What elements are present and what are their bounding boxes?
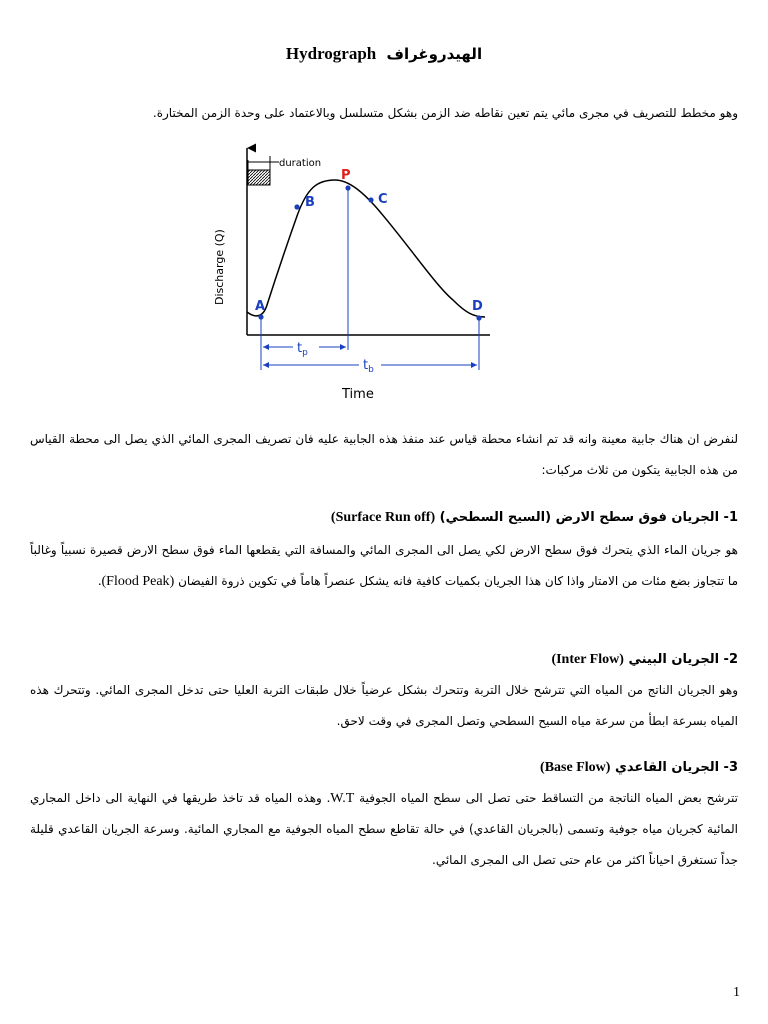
point-c-marker <box>368 197 373 202</box>
point-b-marker <box>294 204 299 209</box>
point-b-label: B <box>305 195 315 210</box>
duration-label: duration <box>279 158 322 169</box>
point-a-label: A <box>255 299 266 314</box>
title-english: Hydrograph <box>285 44 377 63</box>
page-title <box>0 44 768 64</box>
intro-paragraph: وهو مخطط للتصريف في مجرى مائي يتم تعين نقاطه ضد الزمن بشكل متسلسل وبالاعتماد على وحدة الزمن المختارة. <box>152 106 738 120</box>
section-body-surface-runoff: هو جريان الماء الذي يتحرك فوق سطح الارض لكي يصل الى المجرى المائي والمسافة التي يقطعها الماء فوق سطح الارض قصيرة نسبياً وغالباً ما تتجاوز بضع مئات من الامتار واذا كان هذا الجريان بكميات كافية فانه يشكل عنصراً هاماً في تكوين ذروة الفيضان (Flood Peak). <box>30 543 738 589</box>
section-body-base-flow: تترشح بعض المياه الناتجة من التساقط حتى تصل الى سطح المياه الجوفية W.T. وهذه المياه قد تاخذ طريقها في النهاية الى داخل المجاري المائية كجريان مياه جوفية وتسمى (بالجريان القاعدي) في حالة تقاطع سطح المياه الجوفية مع المجاري المائية. وسرعة الجريان القاعدي قليلة جداً تستغرق احياناً اكثر من عام حتى تصل الى المجرى المائي. <box>30 791 738 867</box>
tb-label: $t_b$ <box>363 358 374 375</box>
point-c-label: C <box>378 192 388 207</box>
point-p-marker <box>345 185 350 190</box>
x-axis-label: Time <box>342 387 374 402</box>
section-heading-surface-runoff: 1- الجريان فوق سطح الارض (السيح السطحي) (Surface Run off) <box>330 510 738 525</box>
point-d-marker <box>476 315 481 320</box>
point-p-label: P <box>341 168 351 183</box>
point-a-marker <box>258 314 263 319</box>
catchment-paragraph: لنفرض ان هناك جابية معينة وانه قد تم انشاء محطة قياس عند منفذ هذه الجابية عليه فان تصريف المجرى المائي الذي يصل الى محطة القياس من هذه الجابية يتكون من ثلاث مركبات: <box>30 432 738 477</box>
title-arabic: الهيدروغراف <box>386 45 483 63</box>
section-body-inter-flow: وهو الجريان الناتج من المياه التي تترشح خلال التربة وتتحرك بشكل عرضياً خلال طبقات التربة العليا حتى تدخل المجرى المائي. وتتحرك هذه المياه بسرعة ابطأ من سرعة مياه السيح السطحي وتصل المجرى في وقت لاحق. <box>30 683 738 728</box>
page-number: 1 <box>733 985 740 1000</box>
section-heading-inter-flow: 2- الجريان البيني (Inter Flow) <box>551 652 738 667</box>
hydrograph-curve <box>247 180 485 317</box>
section-heading-base-flow: 3- الجريان القاعدي (Base Flow) <box>540 760 738 775</box>
tp-label: $t_p$ <box>297 341 308 358</box>
rainfall-duration-box <box>248 170 270 185</box>
point-d-label: D <box>472 299 483 314</box>
hydrograph-figure <box>205 140 505 405</box>
y-axis-label: Discharge (Q) <box>213 229 226 305</box>
